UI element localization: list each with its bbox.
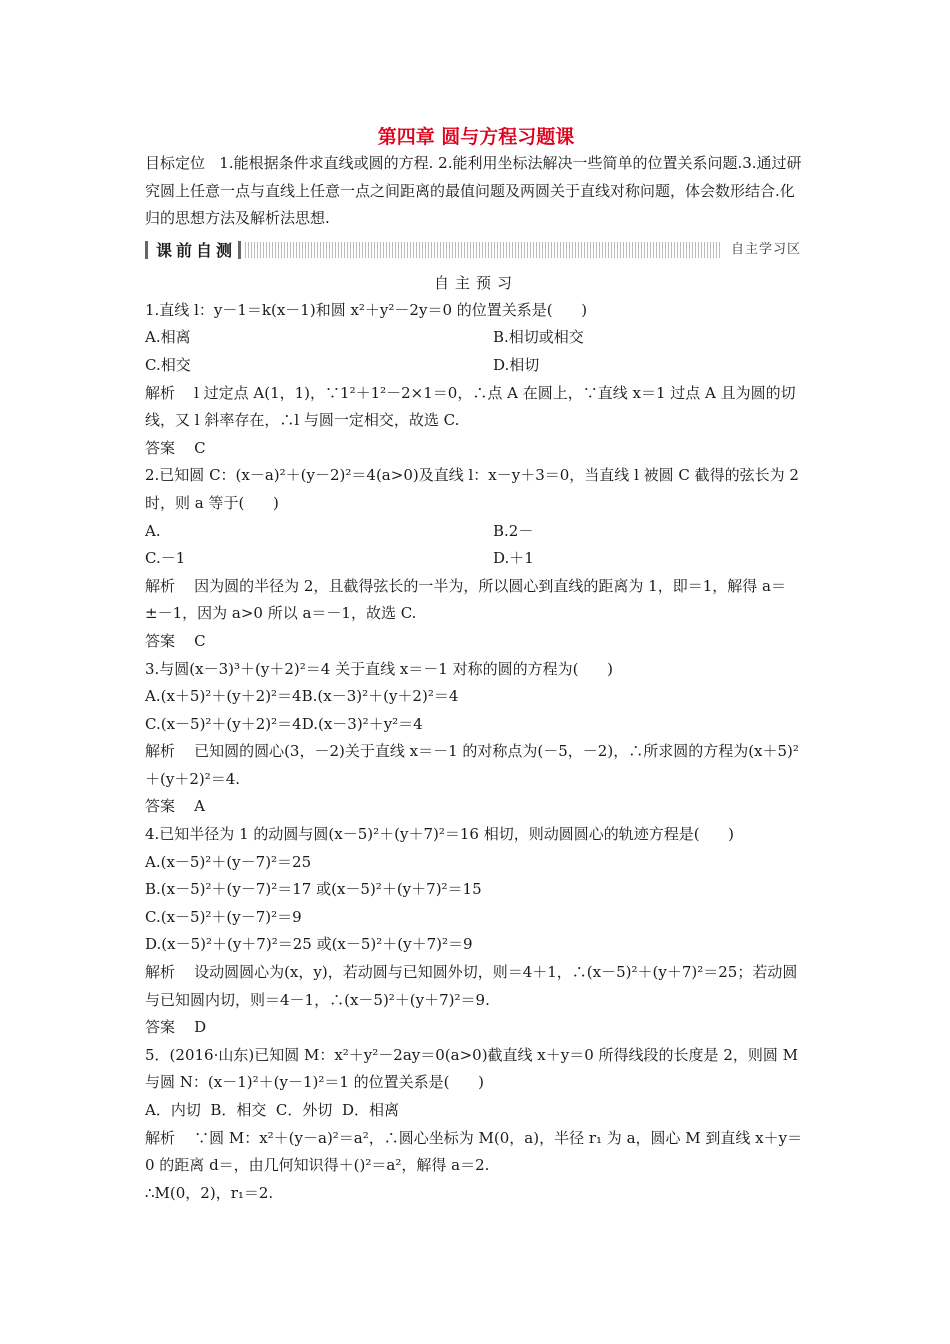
q2-option-b: B.2－ [493, 521, 534, 540]
q1-option-c: C.相交 [145, 355, 191, 374]
section-header [145, 239, 807, 261]
q3-stem: 3.与圆(x－3)³＋(y＋2)²＝4 关于直线 x＝－1 对称的圆的方程为( ) [145, 659, 613, 678]
bar-left-mark [145, 241, 148, 259]
q2-option-a: A. [145, 521, 161, 540]
q1-options-row2 [145, 352, 807, 380]
q4-option-a: A.(x－5)²＋(y－7)²＝25 [145, 852, 312, 871]
q3-options-line1: A.(x＋5)²＋(y＋2)²＝4B.(x－3)²＋(y＋2)²＝4 [145, 687, 459, 706]
q1-options-row1 [145, 324, 807, 352]
section-right-label: 自主学习区 [721, 241, 807, 259]
q2-option-d: D.＋1 [493, 549, 534, 568]
q1-stem: 1.直线 l：y－1＝k(x－1)和圆 x²＋y²－2y＝0 的位置关系是( ) [145, 300, 588, 319]
q3-analysis: 解析 已知圆的圆心(3，－2)关于直线 x＝－1 的对称点为(－5，－2)，∴所求圆的方程为(x＋5)²＋(y＋2)²＝4. [145, 742, 799, 788]
q2-options-row1 [145, 518, 807, 546]
document-page [145, 126, 807, 1207]
q3-answer: 答案 A [145, 797, 205, 816]
q2-stem: 2.已知圆 C：(x－a)²＋(y－2)²＝4(a>0)及直线 l：x－y＋3＝0，当直线 l 被圆 C 截得的弦长为 2 时，则 a 等于( ) [145, 466, 804, 512]
q1-option-a: A.相离 [145, 328, 191, 347]
q2-answer: 答案 C [145, 631, 206, 650]
q3-options-line2: C.(x－5)²＋(y＋2)²＝4D.(x－3)²＋y²＝4 [145, 714, 423, 733]
q4-option-c: C.(x－5)²＋(y－7)²＝9 [145, 907, 302, 926]
q5-options: A．内切 B．相交 C．外切 D．相离 [145, 1101, 399, 1119]
q2-option-c: C.－1 [145, 549, 186, 568]
section-title [145, 239, 241, 261]
q4-answer: 答案 D [145, 1018, 207, 1037]
q2-analysis: 解析 因为圆的半径为 2，且截得弦长的一半为，所以圆心到直线的距离为 1，即＝1，解得 a＝±－1，因为 a>0 所以 a＝－1，故选 C. [145, 576, 786, 623]
q1-option-b: B.相切或相交 [493, 328, 584, 347]
chapter-title: 第四章 圆与方程习题课 [377, 126, 575, 148]
q1-answer: 答案 C [145, 438, 206, 457]
q1-analysis: 解析 l 过定点 A(1，1)，∵1²＋1²－2×1＝0，∴点 A 在圆上，∵直线 x＝1 过点 A 且为圆的切线，又 l 斜率存在，∴l 与圆一定相交，故选 C. [145, 383, 796, 430]
q4-option-d: D.(x－5)²＋(y＋7)²＝25 或(x－5)²＋(y＋7)²＝9 [145, 935, 473, 954]
subheading: 自主预习 [433, 273, 518, 292]
q4-option-b: B.(x－5)²＋(y－7)²＝17 或(x－5)²＋(y＋7)²＝15 [145, 880, 482, 899]
q1-option-d: D.相切 [493, 355, 540, 374]
q5-stem: 5．(2016·山东)已知圆 M：x²＋y²－2ay＝0(a>0)截直线 x＋y＝0 所得线段的长度是 2，则圆 M 与圆 N：(x－1)²＋(y－1)²＝1 的位置关系是( ) [145, 1045, 803, 1092]
q5-analysis: 解析 ∵圆 M：x²＋(y－a)²＝a²，∴圆心坐标为 M(0，a)，半径 r₁ 为 a，圆心 M 到直线 x＋y＝0 的距离 d＝，由几何知识得＋()²＝a²，解得 a＝2. [145, 1128, 803, 1175]
q4-analysis: 解析 设动圆圆心为(x，y)，若动圆与已知圆外切，则＝4＋1，∴(x－5)²＋(y＋7)²＝25；若动圆与已知圆内切，则＝4－1，∴(x－5)²＋(y＋7)²＝9. [145, 963, 798, 1009]
q4-stem: 4.已知半径为 1 的动圆与圆(x－5)²＋(y＋7)²＝16 相切，则动圆圆心的轨迹方程是( ) [145, 825, 735, 844]
section-left-label: 课前自测 [156, 241, 237, 261]
bar-right-mark [238, 241, 241, 259]
q2-options-row2 [145, 545, 807, 573]
learning-objectives: 目标定位 1.能根据条件求直线或圆的方程. 2.能利用坐标法解决一些简单的位置关系问题.3.通过研究圆上任意一点与直线上任意一点之间距离的最值问题及两圆关于直线对称问题，体会数形结合.化归的思想方法及解析法思想. [145, 154, 802, 228]
q5-tail: ∴M(0，2)，r₁＝2. [145, 1183, 274, 1202]
